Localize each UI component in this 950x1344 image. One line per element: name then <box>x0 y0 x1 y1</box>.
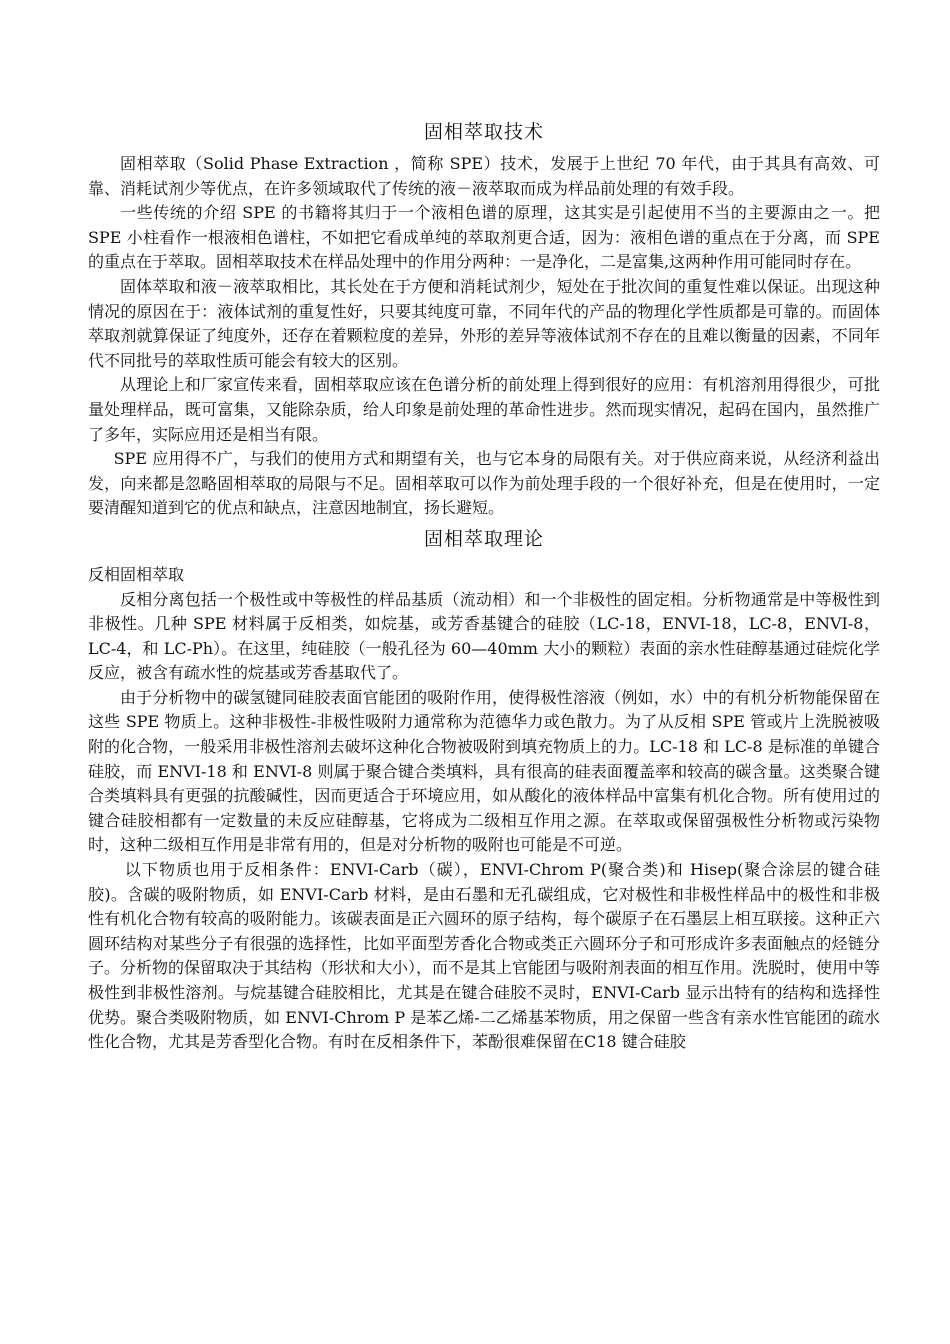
section-title: 固相萃取理论 <box>423 527 544 550</box>
intro-paragraph-2: 一些传统的介绍 SPE 的书籍将其归于一个液相色谱的原理，这其实是引起使用不当的主要源由之一。把 SPE 小柱看作一根液相色谱柱，不如把它看成单纯的萃取剂更合适，因为：液相色谱的重点在于分离，而 SPE 的重点在于萃取。固相萃取技术在样品处理中的作用分两种：一是净化，二是富集,这两种作用可能同时存在。 <box>88 203 880 272</box>
theory-paragraph-3: 以下物质也用于反相条件：ENVI-Carb（碳），ENVI-Chrom P(聚合类)和 Hisep(聚合涂层的键合硅胶)。含碳的吸附物质，如 ENVI-Carb 材料，是由石墨和无孔碳组成，它对极性和非极性样品中的极性和非极性有机化合物有较高的吸附能力。该碳表面是正六圆环的原子结构，每个碳原子在石墨层上相互联接。这种正六圆环结构对某些分子有很强的选择性，比如平面型芳香化合物或类正六圆环分子和可形成许多表面触点的烃链分子。分析物的保留取决于其结构（形状和大小），而不是其上官能团与吸附剂表面的相互作用。洗脱时，使用中等极性到非极性溶剂。与烷基键合硅胶相比，尤其是在键合硅胶不灵时，ENVI-Carb 显示出特有的结构和选择性优势。聚合类吸附物质，如 ENVI-Chrom P 是苯乙烯-二乙烯基苯物质，用之保留一些含有亲水性官能团的疏水性化合物，尤其是芳香型化合物。有时在反相条件下，苯酚很难保留在C18 键合硅胶 <box>88 860 881 1052</box>
subsection-title: 反相固相萃取 <box>88 564 185 584</box>
document-title: 固相萃取技术 <box>423 121 544 143</box>
intro-paragraph-4: 从理论上和厂家宣传来看，固相萃取应该在色谱分析的前处理上得到很好的应用：有机溶剂用得很少，可批量处理样品，既可富集，又能除杂质，给人印象是前处理的革命性进步。然而现实情况，起码在国内，虽然推广了多年，实际应用还是相当有限。 <box>88 375 880 444</box>
theory-paragraph-2: 由于分析物中的碳氢键同硅胶表面官能团的吸附作用，使得极性溶液（例如，水）中的有机分析物能保留在这些 SPE 物质上。这种非极性-非极性吸附力通常称为范德华力或色散力。为了从反相 SPE 管或片上洗脱被吸附的化合物，一般采用非极性溶剂去破坏这种化合物被吸附到填充物质上的力。LC-18 和 LC-8 是标准的单键合硅胶，而 ENVI-18 和 ENVI-8 则属于聚合键合类填料，具有很高的硅表面覆盖率和较高的碳含量。这类聚合键合类填料具有更强的抗酸碱性，因而更适合于环境应用，如从酸化的液体样品中富集有机化合物。所有使用过的键合硅胶相都有一定数量的未反应硅醇基，它将成为二级相互作用之源。在萃取或保留强极性分析物或污染物时，这种二级相互作用是非常有用的，但是对分析物的吸附也可能是不可逆。 <box>88 687 880 855</box>
intro-paragraph-1: 固相萃取（Solid Phase Extraction ，简称 SPE）技术，发展于上世纪 70 年代，由于其具有高效、可靠、消耗试剂少等优点，在许多领域取代了传统的液－液萃取而成为样品前处理的有效手段。 <box>88 154 880 198</box>
intro-paragraph-3: 固体萃取和液－液萃取相比，其长处在于方便和消耗试剂少，短处在于批次间的重复性难以保证。出现这种情况的原因在于：液体试剂的重复性好，只要其纯度可靠，不同年代的产品的物理化学性质都是可靠的。而固体萃取剂就算保证了纯度外，还存在着颗粒度的差异，外形的差异等液体试剂不存在的且难以衡量的因素，不同年代不同批号的萃取性质可能会有较大的区别。 <box>88 276 880 370</box>
document-page <box>88 118 880 1055</box>
theory-paragraph-1: 反相分离包括一个极性或中等极性的样品基质（流动相）和一个非极性的固定相。分析物通常是中等极性到非极性。几种 SPE 材料属于反相类，如烷基，或芳香基键合的硅胶（LC-18，ENVI-18，LC-8，ENVI-8，LC-4，和 LC-Ph）。在这里，纯硅胶（一般孔径为 60—40mm 大小的颗粒）表面的亲水性硅醇基通过硅烷化学反应，被含有疏水性的烷基或芳香基取代了。 <box>88 589 880 683</box>
intro-paragraph-5: SPE 应用得不广，与我们的使用方式和期望有关，也与它本身的局限有关。对于供应商来说，从经济利益出发，向来都是忽略固相萃取的局限与不足。固相萃取可以作为前处理手段的一个很好补充，但是在使用时，一定要清醒知道到它的优点和缺点，注意因地制宜，扬长避短。 <box>88 449 880 518</box>
